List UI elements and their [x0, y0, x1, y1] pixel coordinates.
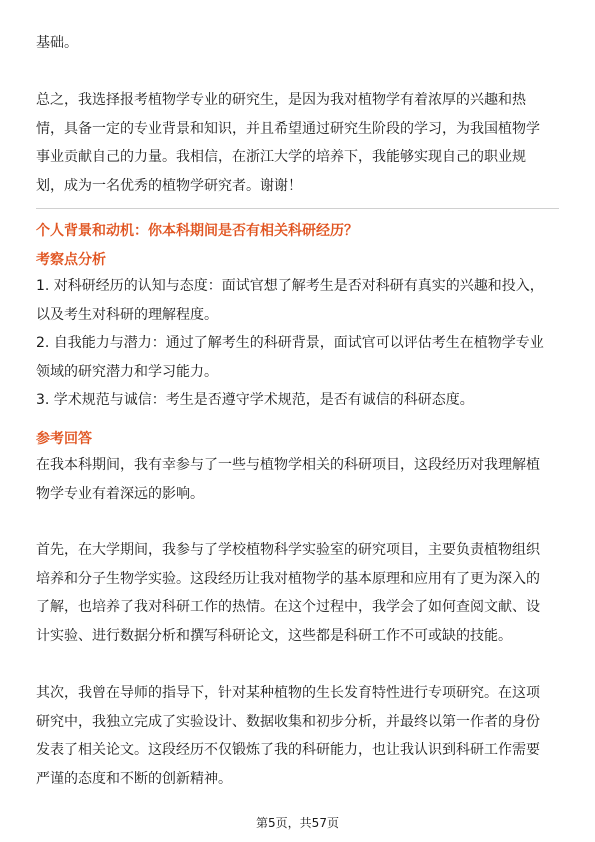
analysis-item-line: 领域的研究潜力和学习能力。: [36, 363, 218, 380]
page-number-footer: 第5页，共57页: [256, 816, 339, 830]
interview-question: 个人背景和动机：你本科期间是否有相关科研经历？: [36, 223, 358, 239]
text-line: 总之，我选择报考植物学专业的研究生，是因为我对植物学有着浓厚的兴趣和热: [36, 92, 526, 108]
analysis-item-line: 3. 学术规范与诚信：考生是否遵守学术规范，是否有诚信的科研态度。: [36, 392, 474, 408]
answer-paragraph-1: [36, 451, 559, 508]
analysis-item-line: 1. 对科研经历的认知与态度：面试官想了解考生是否对科研有真实的兴趣和投入，: [36, 278, 544, 294]
analysis-item-line: 2. 自我能力与潜力：通过了解考生的科研背景，面试官可以评估考生在植物学专业: [36, 335, 544, 351]
analysis-heading: 考察点分析: [36, 252, 106, 268]
text-line: 情，具备一定的专业背景和知识，并且希望通过研究生阶段的学习，为我国植物学: [36, 120, 540, 137]
text-line: 在我本科期间，我有幸参与了一些与植物学相关的科研项目，这段经历对我理解植: [36, 457, 540, 473]
text-line: 物学专业有着深远的影响。: [36, 485, 204, 502]
answer-paragraph-3: [36, 679, 559, 793]
text-line: 了解，也培养了我对科研工作的热情。在这个过程中，我学会了如何查阅文献、设: [36, 599, 540, 615]
conclusion-paragraph: [36, 86, 559, 200]
text-line: 首先，在大学期间，我参与了学校植物科学实验室的研究项目，主要负责植物组织: [36, 542, 540, 558]
text-line: 事业贡献自己的力量。我相信，在浙江大学的培养下，我能够实现自己的职业规: [36, 149, 526, 165]
text-line: 发表了相关论文。这段经历不仅锻炼了我的科研能力，也让我认识到科研工作需要: [36, 742, 540, 758]
text-line: 计实验、进行数据分析和撰写科研论文，这些都是科研工作不可或缺的技能。: [36, 627, 512, 644]
text-line: 培养和分子生物学实验。这段经历让我对植物学的基本原理和应用有了更为深入的: [36, 570, 540, 587]
text-line: 严谨的态度和不断的创新精神。: [36, 770, 232, 787]
section-divider: [36, 208, 559, 209]
answer-heading: 参考回答: [36, 431, 92, 447]
text-line: 划，成为一名优秀的植物学研究者。谢谢！: [36, 177, 302, 194]
analysis-list: [36, 272, 559, 415]
text-line: 研究中，我独立完成了实验设计、数据收集和初步分析，并最终以第一作者的身份: [36, 713, 540, 730]
text-line: 其次，我曾在导师的指导下，针对某种植物的生长发育特性进行专项研究。在这项: [36, 685, 540, 701]
text-line: 基础。: [36, 35, 78, 51]
previous-paragraph-ending: [36, 29, 559, 58]
answer-paragraph-2: [36, 536, 559, 650]
analysis-item-line: 以及考生对科研的理解程度。: [36, 306, 218, 323]
